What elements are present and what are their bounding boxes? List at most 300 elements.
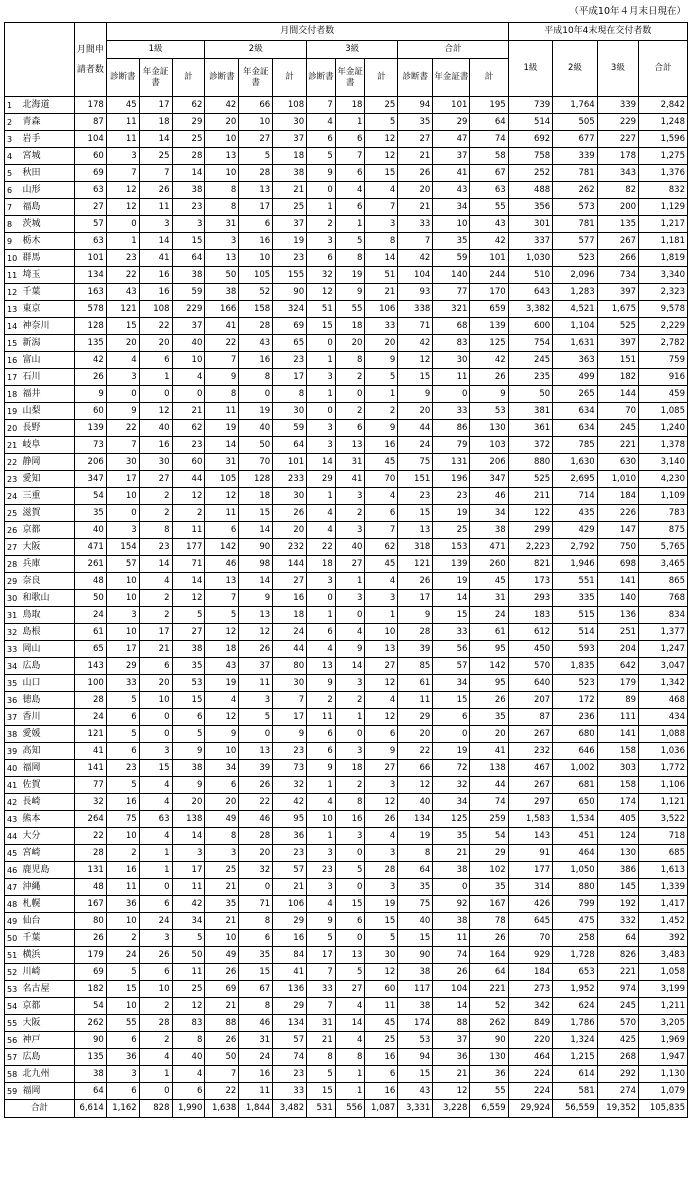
cell-cum-grade2: 172 bbox=[553, 692, 598, 709]
table-row bbox=[5, 828, 688, 845]
cell-g3-sum: 70 bbox=[365, 471, 398, 488]
cell-cum-grade2: 363 bbox=[553, 352, 598, 369]
cell-g3-diagnosis: 9 bbox=[307, 760, 336, 777]
cell-g2-pension: 13 bbox=[239, 743, 273, 760]
cell-g2-diagnosis: 6 bbox=[205, 522, 239, 539]
cell-cum-total: 1,376 bbox=[639, 165, 688, 182]
cell-cum-grade2: 262 bbox=[553, 182, 598, 199]
cell-g1-sum: 177 bbox=[172, 539, 205, 556]
cell-total-sum: 206 bbox=[470, 454, 508, 471]
cell-g3-sum: 6 bbox=[365, 505, 398, 522]
header-g3-pension: 年金証書 bbox=[335, 59, 365, 97]
cell-g3-pension: 6 bbox=[335, 913, 365, 930]
cell-row-number: 40 bbox=[5, 760, 22, 777]
cell-g3-pension: 1 bbox=[335, 1083, 365, 1100]
cell-cum-total: 834 bbox=[639, 607, 688, 624]
cell-row-number: 39 bbox=[5, 743, 22, 760]
cell-cum-total: 685 bbox=[639, 845, 688, 862]
cell-total-diagnosis: 13 bbox=[398, 522, 433, 539]
cell-g1-diagnosis: 22 bbox=[106, 267, 139, 284]
cell-cum-total: 2,842 bbox=[639, 97, 688, 114]
cell-g1-diagnosis: 7 bbox=[106, 437, 139, 454]
cell-g3-sum: 16 bbox=[365, 437, 398, 454]
cell-row-number: 10 bbox=[5, 250, 22, 267]
cell-g1-diagnosis: 9 bbox=[106, 403, 139, 420]
cell-g2-sum: 37 bbox=[273, 131, 307, 148]
cell-cum-grade2: 1,050 bbox=[553, 862, 598, 879]
cell-g2-sum: 23 bbox=[273, 1066, 307, 1083]
cell-monthly-applicants: 69 bbox=[74, 964, 106, 981]
cell-g1-sum: 27 bbox=[172, 624, 205, 641]
cell-g3-pension: 1 bbox=[335, 573, 365, 590]
cell-g1-sum: 60 bbox=[172, 454, 205, 471]
cell-g2-pension: 43 bbox=[239, 335, 273, 352]
cell-g1-sum: 38 bbox=[172, 182, 205, 199]
cell-g1-diagnosis: 0 bbox=[106, 216, 139, 233]
cell-row-number: 46 bbox=[5, 862, 22, 879]
cell-cum-grade2: 499 bbox=[553, 369, 598, 386]
cell-g1-diagnosis: 2 bbox=[106, 930, 139, 947]
cell-row-number: 21 bbox=[5, 437, 22, 454]
cell-monthly-applicants: 63 bbox=[74, 233, 106, 250]
cell-cum-total: 1,275 bbox=[639, 148, 688, 165]
cell-cum-grade1: 514 bbox=[508, 114, 553, 131]
cell-g2-sum: 232 bbox=[273, 539, 307, 556]
cell-g2-pension: 14 bbox=[239, 573, 273, 590]
cell-monthly-applicants: 42 bbox=[74, 352, 106, 369]
cell-g2-diagnosis: 10 bbox=[205, 165, 239, 182]
table-row bbox=[5, 131, 688, 148]
table-row bbox=[5, 1083, 688, 1100]
cell-total-diagnosis: 75 bbox=[398, 896, 433, 913]
cell-cum-grade1: 612 bbox=[508, 624, 553, 641]
cell-row-number: 11 bbox=[5, 267, 22, 284]
cell-g2-sum: 29 bbox=[273, 998, 307, 1015]
cell-g1-pension: 30 bbox=[139, 454, 172, 471]
cell-g3-pension: 4 bbox=[335, 182, 365, 199]
cell-total-pension: 0 bbox=[433, 726, 470, 743]
cell-cum-grade1: 220 bbox=[508, 1032, 553, 1049]
header-g1-pension: 年金証書 bbox=[139, 59, 172, 97]
cell-g1-pension: 10 bbox=[139, 981, 172, 998]
table-row bbox=[5, 318, 688, 335]
table-row bbox=[5, 981, 688, 998]
cell-cum-grade1: 232 bbox=[508, 743, 553, 760]
cell-g1-diagnosis: 3 bbox=[106, 607, 139, 624]
cell-cum-total: 1,247 bbox=[639, 641, 688, 658]
cell-cum-grade3: 158 bbox=[597, 743, 638, 760]
cell-cum-grade2: 258 bbox=[553, 930, 598, 947]
cell-g3-sum: 19 bbox=[365, 896, 398, 913]
cell-cum-grade2: 573 bbox=[553, 199, 598, 216]
cell-total-diagnosis: 38 bbox=[398, 964, 433, 981]
cell-prefecture: 東京 bbox=[21, 301, 74, 318]
cell-monthly-applicants: 261 bbox=[74, 556, 106, 573]
cell-prefecture: 大阪 bbox=[21, 1015, 74, 1032]
cell-total-sum: 20 bbox=[470, 726, 508, 743]
cell-total-diagnosis: 26 bbox=[398, 573, 433, 590]
cell-g3-pension: 1 bbox=[335, 114, 365, 131]
cell-g1-pension: 26 bbox=[139, 947, 172, 964]
cell-row-number: 15 bbox=[5, 335, 22, 352]
cell-cum-grade2: 339 bbox=[553, 148, 598, 165]
cell-g1-diagnosis: 10 bbox=[106, 913, 139, 930]
cell-cum-grade3: 174 bbox=[597, 794, 638, 811]
cell-g2-sum: 18 bbox=[273, 607, 307, 624]
cell-g2-pension: 20 bbox=[239, 845, 273, 862]
cell-cum-grade3: 136 bbox=[597, 607, 638, 624]
cell-g3-sum: 7 bbox=[365, 199, 398, 216]
cell-prefecture: 熊本 bbox=[21, 811, 74, 828]
cell-g1-sum: 59 bbox=[172, 284, 205, 301]
cell-g1-sum: 11 bbox=[172, 522, 205, 539]
cell-g2-diagnosis: 19 bbox=[205, 675, 239, 692]
cell-row-number: 38 bbox=[5, 726, 22, 743]
cell-prefecture: 愛媛 bbox=[21, 726, 74, 743]
cell-g1-pension: 18 bbox=[139, 114, 172, 131]
cell-g1-sum: 5 bbox=[172, 607, 205, 624]
cell-g1-pension: 24 bbox=[139, 913, 172, 930]
cell-g2-diagnosis: 21 bbox=[205, 913, 239, 930]
cell-g2-diagnosis: 3 bbox=[205, 233, 239, 250]
cell-cum-grade2: 581 bbox=[553, 1083, 598, 1100]
cell-cum-total: 875 bbox=[639, 522, 688, 539]
cell-prefecture: 広島 bbox=[21, 658, 74, 675]
cell-row-number: 51 bbox=[5, 947, 22, 964]
cell-total-sum: 61 bbox=[470, 624, 508, 641]
cell-g1-pension: 1 bbox=[139, 369, 172, 386]
cell-g2-pension: 50 bbox=[239, 437, 273, 454]
cell-monthly-applicants: 61 bbox=[74, 624, 106, 641]
cell-cum-grade3: 268 bbox=[597, 1049, 638, 1066]
table-row bbox=[5, 709, 688, 726]
cell-g2-diagnosis: 43 bbox=[205, 658, 239, 675]
cell-total-pension: 104 bbox=[433, 981, 470, 998]
cell-g3-diagnosis: 2 bbox=[307, 216, 336, 233]
cell-monthly-applicants: 54 bbox=[74, 488, 106, 505]
cell-total-pension: 74 bbox=[433, 947, 470, 964]
cell-g3-diagnosis: 0 bbox=[307, 590, 336, 607]
cell-g2-pension: 13 bbox=[239, 182, 273, 199]
cell-g1-pension: 41 bbox=[139, 250, 172, 267]
cell-total-diagnosis: 53 bbox=[398, 1032, 433, 1049]
cell-prefecture: 山形 bbox=[21, 182, 74, 199]
cell-cum-grade1: 299 bbox=[508, 522, 553, 539]
cell-prefecture: 富山 bbox=[21, 352, 74, 369]
cell-cum-grade2: 2,792 bbox=[553, 539, 598, 556]
cell-total-pension: 29 bbox=[433, 114, 470, 131]
cell-row-number: 27 bbox=[5, 539, 22, 556]
cell-g1-sum: 14 bbox=[172, 828, 205, 845]
cell-g3-diagnosis: 1 bbox=[307, 199, 336, 216]
cell-g2-sum: 38 bbox=[273, 165, 307, 182]
header-g1-sum: 計 bbox=[172, 59, 205, 97]
cell-g1-sum: 4 bbox=[172, 369, 205, 386]
cell-g1-pension: 3 bbox=[139, 930, 172, 947]
cell-g3-pension: 2 bbox=[335, 369, 365, 386]
cell-g1-sum: 40 bbox=[172, 1049, 205, 1066]
totals-total-sum: 6,559 bbox=[470, 1100, 508, 1118]
cell-row-number: 22 bbox=[5, 454, 22, 471]
cell-g1-pension: 63 bbox=[139, 811, 172, 828]
cell-row-number: 59 bbox=[5, 1083, 22, 1100]
cell-g2-sum: 23 bbox=[273, 352, 307, 369]
cell-cum-grade1: 184 bbox=[508, 964, 553, 981]
cell-row-number: 42 bbox=[5, 794, 22, 811]
cell-cum-grade1: 361 bbox=[508, 420, 553, 437]
cell-g2-sum: 233 bbox=[273, 471, 307, 488]
cell-g2-diagnosis: 3 bbox=[205, 845, 239, 862]
cell-prefecture: 高知 bbox=[21, 743, 74, 760]
cell-total-pension: 140 bbox=[433, 267, 470, 284]
cell-g2-sum: 64 bbox=[273, 437, 307, 454]
cell-g3-pension: 4 bbox=[335, 1032, 365, 1049]
cell-cum-grade2: 2,695 bbox=[553, 471, 598, 488]
cell-g3-diagnosis: 1 bbox=[307, 607, 336, 624]
cell-g3-pension: 5 bbox=[335, 862, 365, 879]
cell-cum-total: 3,199 bbox=[639, 981, 688, 998]
cell-prefecture: 三重 bbox=[21, 488, 74, 505]
cell-total-sum: 45 bbox=[470, 573, 508, 590]
header-g1-diagnosis: 診断書 bbox=[106, 59, 139, 97]
cell-total-sum: 101 bbox=[470, 250, 508, 267]
cell-g1-sum: 10 bbox=[172, 352, 205, 369]
cell-g2-diagnosis: 13 bbox=[205, 573, 239, 590]
cell-cum-grade2: 1,283 bbox=[553, 284, 598, 301]
cell-g3-diagnosis: 1 bbox=[307, 777, 336, 794]
cell-g2-diagnosis: 13 bbox=[205, 250, 239, 267]
cell-cum-grade2: 1,835 bbox=[553, 658, 598, 675]
cell-g3-diagnosis: 12 bbox=[307, 284, 336, 301]
cell-g3-pension: 9 bbox=[335, 284, 365, 301]
cell-g1-diagnosis: 24 bbox=[106, 947, 139, 964]
cell-monthly-applicants: 143 bbox=[74, 658, 106, 675]
cell-g1-sum: 6 bbox=[172, 1083, 205, 1100]
cell-monthly-applicants: 57 bbox=[74, 216, 106, 233]
table-row bbox=[5, 964, 688, 981]
cell-g1-diagnosis: 11 bbox=[106, 131, 139, 148]
cell-cum-grade2: 1,946 bbox=[553, 556, 598, 573]
cell-cum-grade3: 221 bbox=[597, 437, 638, 454]
cell-cum-grade3: 405 bbox=[597, 811, 638, 828]
cell-g2-sum: 7 bbox=[273, 692, 307, 709]
cell-g3-diagnosis: 13 bbox=[307, 658, 336, 675]
cell-cum-grade1: 1,030 bbox=[508, 250, 553, 267]
cell-prefecture: 京都 bbox=[21, 522, 74, 539]
cell-g1-pension: 4 bbox=[139, 1049, 172, 1066]
cell-g3-sum: 3 bbox=[365, 590, 398, 607]
cell-total-sum: 29 bbox=[470, 845, 508, 862]
cell-g1-sum: 14 bbox=[172, 165, 205, 182]
cell-g3-sum: 7 bbox=[365, 522, 398, 539]
cell-g1-sum: 11 bbox=[172, 879, 205, 896]
cell-cum-grade3: 135 bbox=[597, 216, 638, 233]
cell-g2-pension: 6 bbox=[239, 216, 273, 233]
cell-g3-diagnosis: 33 bbox=[307, 981, 336, 998]
cell-g2-sum: 69 bbox=[273, 318, 307, 335]
cell-total-pension: 35 bbox=[433, 233, 470, 250]
cell-g2-pension: 98 bbox=[239, 556, 273, 573]
cell-g3-diagnosis: 11 bbox=[307, 709, 336, 726]
cell-g2-diagnosis: 26 bbox=[205, 964, 239, 981]
cell-prefecture: 石川 bbox=[21, 369, 74, 386]
cell-total-pension: 47 bbox=[433, 131, 470, 148]
cell-prefecture: 島根 bbox=[21, 624, 74, 641]
cell-cum-grade2: 2,096 bbox=[553, 267, 598, 284]
cell-total-pension: 83 bbox=[433, 335, 470, 352]
totals-g1-pension: 828 bbox=[139, 1100, 172, 1118]
cell-g3-sum: 45 bbox=[365, 454, 398, 471]
cell-g2-sum: 42 bbox=[273, 794, 307, 811]
cell-cum-grade3: 332 bbox=[597, 913, 638, 930]
cell-row-number: 56 bbox=[5, 1032, 22, 1049]
cell-total-sum: 221 bbox=[470, 981, 508, 998]
totals-g3-sum: 1,087 bbox=[365, 1100, 398, 1118]
cell-g2-sum: 90 bbox=[273, 284, 307, 301]
cell-g3-sum: 5 bbox=[365, 930, 398, 947]
cell-g1-diagnosis: 57 bbox=[106, 556, 139, 573]
cell-g2-sum: 21 bbox=[273, 182, 307, 199]
cell-g1-sum: 3 bbox=[172, 845, 205, 862]
cell-total-sum: 31 bbox=[470, 590, 508, 607]
cell-total-pension: 68 bbox=[433, 318, 470, 335]
cell-cum-total: 1,121 bbox=[639, 794, 688, 811]
cell-g2-sum: 57 bbox=[273, 862, 307, 879]
cell-g3-diagnosis: 4 bbox=[307, 794, 336, 811]
cell-g3-sum: 21 bbox=[365, 284, 398, 301]
cell-cum-grade1: 245 bbox=[508, 352, 553, 369]
cell-g2-diagnosis: 20 bbox=[205, 114, 239, 131]
cell-g3-sum: 6 bbox=[365, 1066, 398, 1083]
cell-g2-pension: 46 bbox=[239, 811, 273, 828]
cell-total-sum: 52 bbox=[470, 998, 508, 1015]
cell-g3-pension: 0 bbox=[335, 845, 365, 862]
cell-row-number: 35 bbox=[5, 675, 22, 692]
cell-total-pension: 14 bbox=[433, 590, 470, 607]
cell-g3-pension: 1 bbox=[335, 1066, 365, 1083]
cell-total-sum: 125 bbox=[470, 335, 508, 352]
table-row bbox=[5, 199, 688, 216]
cell-row-number: 18 bbox=[5, 386, 22, 403]
totals-cum-grade1: 29,924 bbox=[508, 1100, 553, 1118]
cell-g2-pension: 26 bbox=[239, 777, 273, 794]
cell-g2-diagnosis: 7 bbox=[205, 352, 239, 369]
cell-g3-pension: 3 bbox=[335, 488, 365, 505]
table-row bbox=[5, 522, 688, 539]
cell-total-diagnosis: 134 bbox=[398, 811, 433, 828]
cell-total-sum: 55 bbox=[470, 199, 508, 216]
cell-prefecture: 京都 bbox=[21, 998, 74, 1015]
cell-cum-grade2: 515 bbox=[553, 607, 598, 624]
table-row bbox=[5, 947, 688, 964]
cell-total-pension: 36 bbox=[433, 1049, 470, 1066]
cell-total-diagnosis: 121 bbox=[398, 556, 433, 573]
cell-g3-sum: 60 bbox=[365, 981, 398, 998]
cell-total-diagnosis: 151 bbox=[398, 471, 433, 488]
cell-g2-sum: 8 bbox=[273, 386, 307, 403]
cell-g2-diagnosis: 49 bbox=[205, 811, 239, 828]
cell-cum-grade2: 1,215 bbox=[553, 1049, 598, 1066]
cell-g2-pension: 22 bbox=[239, 794, 273, 811]
cell-g3-diagnosis: 9 bbox=[307, 675, 336, 692]
cell-prefecture: 千葉 bbox=[21, 284, 74, 301]
cell-g3-pension: 4 bbox=[335, 624, 365, 641]
cell-g3-pension: 4 bbox=[335, 998, 365, 1015]
cell-g3-pension: 13 bbox=[335, 437, 365, 454]
cell-g1-diagnosis: 3 bbox=[106, 148, 139, 165]
cell-g3-diagnosis: 2 bbox=[307, 692, 336, 709]
cell-total-diagnosis: 9 bbox=[398, 386, 433, 403]
cell-cum-grade3: 158 bbox=[597, 777, 638, 794]
cell-g1-diagnosis: 10 bbox=[106, 590, 139, 607]
totals-g2-pension: 1,844 bbox=[239, 1100, 273, 1118]
table-row bbox=[5, 454, 688, 471]
cell-prefecture: 宮崎 bbox=[21, 845, 74, 862]
cell-g2-diagnosis: 105 bbox=[205, 471, 239, 488]
cell-g3-diagnosis: 6 bbox=[307, 743, 336, 760]
cell-g1-sum: 12 bbox=[172, 590, 205, 607]
cell-cum-grade1: 510 bbox=[508, 267, 553, 284]
cell-row-number: 52 bbox=[5, 964, 22, 981]
table-row bbox=[5, 437, 688, 454]
cell-g2-sum: 74 bbox=[273, 1049, 307, 1066]
cell-g1-pension: 108 bbox=[139, 301, 172, 318]
cell-total-pension: 12 bbox=[433, 1083, 470, 1100]
table-row bbox=[5, 794, 688, 811]
cell-g3-diagnosis: 32 bbox=[307, 267, 336, 284]
cell-row-number: 57 bbox=[5, 1049, 22, 1066]
cell-cum-grade3: 64 bbox=[597, 930, 638, 947]
header-cum-grade1: 1級 bbox=[508, 41, 553, 97]
cell-total-diagnosis: 42 bbox=[398, 250, 433, 267]
table-row bbox=[5, 556, 688, 573]
cell-total-pension: 34 bbox=[433, 199, 470, 216]
cell-total-diagnosis: 17 bbox=[398, 590, 433, 607]
cell-g1-pension: 17 bbox=[139, 624, 172, 641]
cell-g1-sum: 229 bbox=[172, 301, 205, 318]
cell-row-number: 1 bbox=[5, 97, 22, 114]
cell-g3-diagnosis: 0 bbox=[307, 182, 336, 199]
cell-g2-pension: 0 bbox=[239, 386, 273, 403]
cell-monthly-applicants: 87 bbox=[74, 114, 106, 131]
cell-g2-sum: 144 bbox=[273, 556, 307, 573]
cell-monthly-applicants: 139 bbox=[74, 420, 106, 437]
cell-cum-grade3: 570 bbox=[597, 1015, 638, 1032]
cell-total-diagnosis: 43 bbox=[398, 1083, 433, 1100]
cell-cum-grade2: 1,104 bbox=[553, 318, 598, 335]
cell-total-pension: 37 bbox=[433, 148, 470, 165]
cell-g3-pension: 8 bbox=[335, 1049, 365, 1066]
cell-g1-pension: 14 bbox=[139, 131, 172, 148]
cell-row-number: 49 bbox=[5, 913, 22, 930]
cell-monthly-applicants: 40 bbox=[74, 522, 106, 539]
cell-cum-total: 2,782 bbox=[639, 335, 688, 352]
cell-cum-total: 3,047 bbox=[639, 658, 688, 675]
table-row bbox=[5, 165, 688, 182]
cell-g2-pension: 40 bbox=[239, 420, 273, 437]
cell-g2-sum: 21 bbox=[273, 879, 307, 896]
cell-monthly-applicants: 178 bbox=[74, 97, 106, 114]
cell-g3-diagnosis: 8 bbox=[307, 1049, 336, 1066]
cell-g3-pension: 13 bbox=[335, 947, 365, 964]
cell-row-number: 29 bbox=[5, 573, 22, 590]
cell-prefecture: 奈良 bbox=[21, 573, 74, 590]
cell-total-sum: 64 bbox=[470, 964, 508, 981]
cell-g2-pension: 5 bbox=[239, 709, 273, 726]
cell-g3-diagnosis: 1 bbox=[307, 386, 336, 403]
cell-prefecture: 名古屋 bbox=[21, 981, 74, 998]
cell-g1-sum: 25 bbox=[172, 981, 205, 998]
